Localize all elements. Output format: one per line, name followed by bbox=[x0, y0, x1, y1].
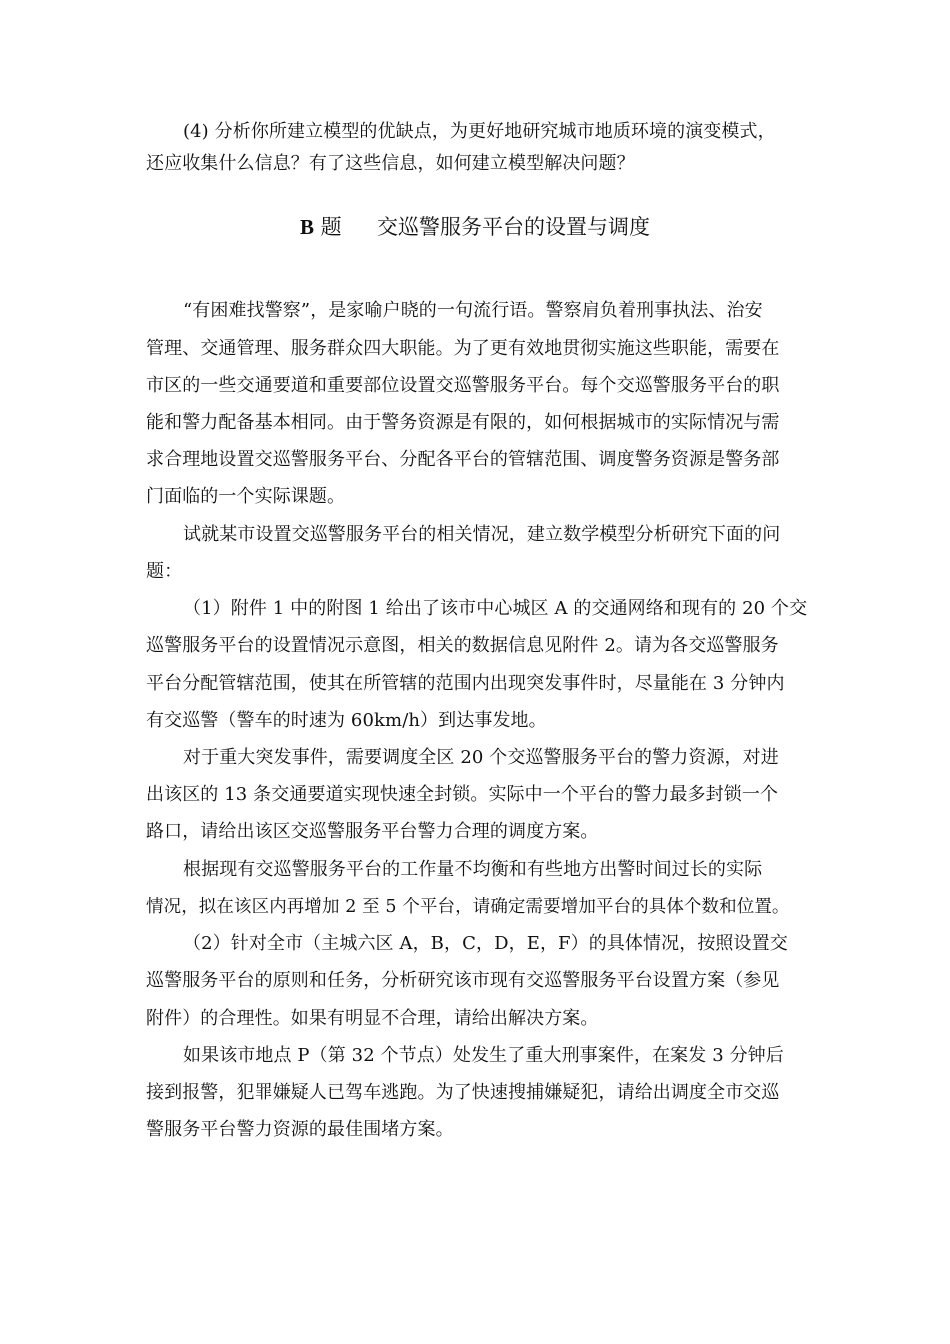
paragraph-line: 市区的一些交通要道和重要部位设置交巡警服务平台。每个交巡警服务平台的职 bbox=[146, 375, 780, 396]
paragraph-line: 能和警力配备基本相同。由于警务资源是有限的，如何根据城市的实际情况与需 bbox=[146, 412, 780, 433]
paragraph-line: “有困难找警察”，是家喻户晓的一句流行语。警察肩负着刑事执法、治安 bbox=[183, 300, 763, 321]
paragraph-line: 如果该市地点 P（第 32 个节点）处发生了重大刑事案件，在案发 3 分钟后 bbox=[183, 1045, 784, 1066]
paragraph-line: 管理、交通管理、服务群众四大职能。为了更有效地贯彻实施这些职能，需要在 bbox=[146, 338, 780, 359]
paragraph-line: 题： bbox=[146, 561, 183, 582]
question-4-line-2: 还应收集什么信息？有了这些信息，如何建立模型解决问题？ bbox=[146, 153, 635, 174]
paragraph-line: 附件）的合理性。如果有明显不合理，请给出解决方案。 bbox=[146, 1008, 599, 1029]
question-4-line-1: (4) 分析你所建立模型的优缺点，为更好地研究城市地质环境的演变模式， bbox=[183, 121, 776, 142]
paragraph-line: 警服务平台警力资源的最佳围堵方案。 bbox=[146, 1119, 454, 1140]
paragraph-line: 情况，拟在该区内再增加 2 至 5 个平台，请确定需要增加平台的具体个数和位置。 bbox=[146, 897, 790, 917]
paragraph-line: 根据现有交巡警服务平台的工作量不均衡和有些地方出警时间过长的实际 bbox=[183, 859, 763, 880]
paragraph-line: （2）针对全市（主城六区 A，B，C，D，E，F）的具体情况，按照设置交 bbox=[183, 933, 788, 954]
section-label-suffix: 题 bbox=[320, 215, 342, 239]
paragraph-line: 对于重大突发事件，需要调度全区 20 个交巡警服务平台的警力资源，对进 bbox=[183, 747, 779, 768]
paragraph-line: 巡警服务平台的原则和任务，分析研究该市现有交巡警服务平台设置方案（参见 bbox=[146, 970, 780, 991]
paragraph-line: 接到报警，犯罪嫌疑人已驾车逃跑。为了快速搜捕嫌疑犯，请给出调度全市交巡 bbox=[146, 1082, 780, 1103]
paragraph-line: 试就某市设置交巡警服务平台的相关情况，建立数学模型分析研究下面的问 bbox=[183, 524, 781, 545]
section-title bbox=[0, 213, 950, 241]
paragraph-line: 求合理地设置交巡警服务平台、分配各平台的管辖范围、调度警务资源是警务部 bbox=[146, 449, 780, 470]
paragraph-line: 门面临的一个实际课题。 bbox=[146, 486, 346, 507]
section-title-text: 交巡警服务平台的设置与调度 bbox=[377, 215, 651, 239]
paragraph-line: 路口，请给出该区交巡警服务平台警力合理的调度方案。 bbox=[146, 821, 599, 842]
paragraph-line: 巡警服务平台的设置情况示意图，相关的数据信息见附件 2。请为各交巡警服务 bbox=[146, 635, 779, 656]
paragraph-line: 出该区的 13 条交通要道实现快速全封锁。实际中一个平台的警力最多封锁一个 bbox=[146, 784, 779, 805]
paragraph-line: （1）附件 1 中的附图 1 给出了该市中心城区 A 的交通网络和现有的 20 个交 bbox=[183, 598, 808, 619]
paragraph-line: 平台分配管辖范围，使其在所管辖的范围内出现突发事件时，尽量能在 3 分钟内 bbox=[146, 673, 785, 694]
section-label: B bbox=[299, 215, 314, 239]
paragraph-line: 有交巡警（警车的时速为 60km/h）到达事发地。 bbox=[146, 710, 547, 731]
